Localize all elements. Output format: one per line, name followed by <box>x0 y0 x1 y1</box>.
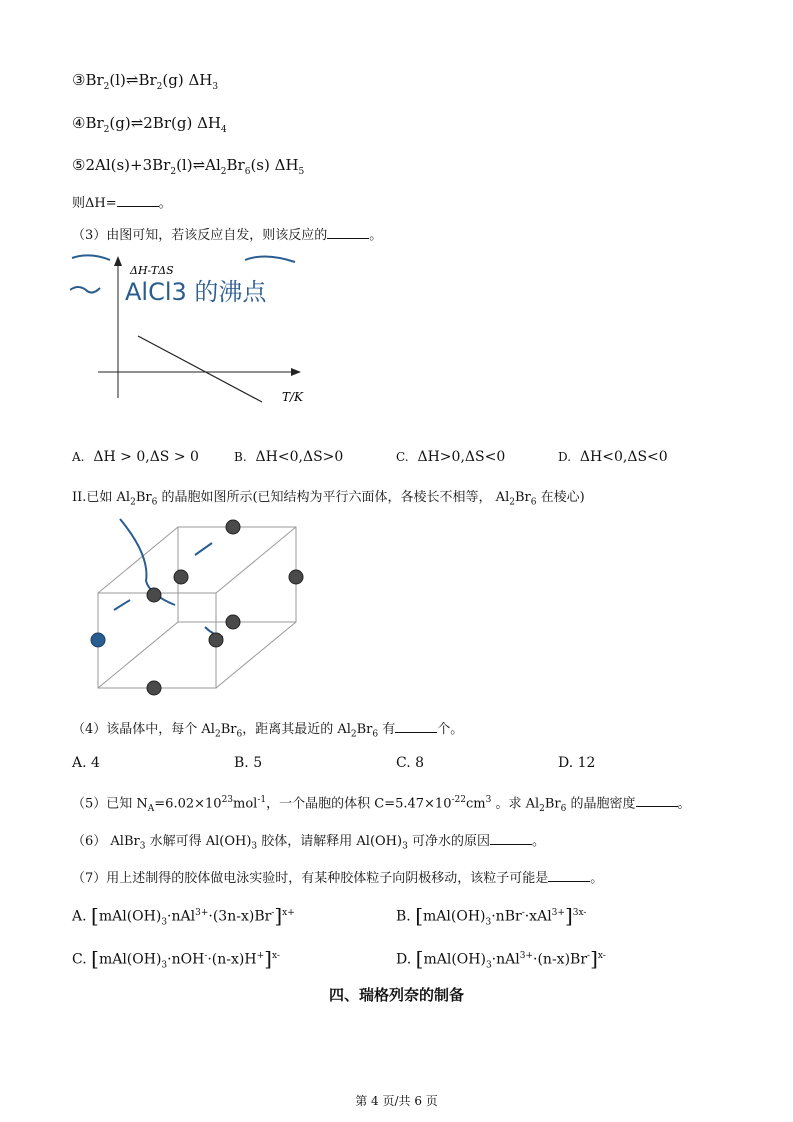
question-3: （3）由图可知，若该反应自发，则该反应的 。 <box>72 224 382 246</box>
part-2-intro: II.已如 $Al_2Br_6$ 的晶胞如图所示(已知结构为平行六面体，各棱长不相等， $Al_2Br_6$ 在棱心) <box>72 490 585 508</box>
atom <box>226 520 240 534</box>
equation-4: $④Br_2(g)\rightleftharpoons 2Br(g)$ $\Delta H_4$ <box>72 114 227 135</box>
atom <box>226 615 240 629</box>
question-5: （5）已知 $N_A=6.02\times 10^{23}mol^{-1}$，一个晶胞的体积 $C=5.47\times 10^{-22}cm^3$ 。求 $Al_2Br_6$ 的晶胞密度 。 <box>72 790 691 819</box>
answer-blank[interactable] <box>548 867 590 882</box>
graph-y-label: ΔH-TΔS <box>130 264 174 277</box>
delta-g-vs-t-graph <box>70 248 320 408</box>
atom <box>91 633 105 647</box>
graph-x-label: T/K <box>282 390 304 404</box>
delta-h-question: 则ΔH= 。 <box>72 192 172 214</box>
question-6: （6） AlBr$_3$ 水解可得 $Al(OH)_3$ 胶体，请解释用 $Al(OH)_3$ 可净水的原因 。 <box>72 830 545 857</box>
answer-blank[interactable] <box>327 224 369 239</box>
section-title: 四、瑞格列奈的制备 <box>328 986 464 1004</box>
atom <box>174 570 188 584</box>
atom <box>289 570 303 584</box>
answer-blank[interactable] <box>490 830 532 845</box>
q7-option-b[interactable]: B. $[mAl(OH)_3\cdot nBr^-\cdot xAl^{3+}]^{3x-}$ <box>396 903 587 928</box>
atom <box>209 633 223 647</box>
answer-blank[interactable] <box>117 192 159 207</box>
q4-option-a[interactable]: A. 4 <box>72 755 100 771</box>
q4-option-d[interactable]: D. 12 <box>558 755 596 771</box>
q4-option-b[interactable]: B. 5 <box>234 755 263 771</box>
q7-option-c[interactable]: C. $[mAl(OH)_3\cdot nOH^-\cdot(n-x)H^+]^{x-}$ <box>72 946 280 971</box>
q3-option-d[interactable]: D. ΔH<0,ΔS<0 <box>558 449 668 465</box>
q4-option-c[interactable]: C. 8 <box>396 755 425 771</box>
question-7: （7）用上述制得的胶体做电泳实验时，有某种胶体粒子向阴极移动，该粒子可能是 。 <box>72 867 603 889</box>
question-4: （4）该晶体中，每个 $Al_2Br_6$，距离其最近的 $Al_2Br_6$ 有 个。 <box>72 718 463 745</box>
unit-cell-diagram <box>80 515 310 700</box>
equation-3: $③Br_2(l)\rightleftharpoons Br_2(g)$ $\Delta H_3$ <box>72 71 219 92</box>
page-footer: 第 4 页/共 6 页 <box>355 1094 438 1108</box>
q3-option-c[interactable]: C. ΔH>0,ΔS<0 <box>396 449 506 465</box>
answer-blank[interactable] <box>636 792 678 807</box>
q7-option-d[interactable]: D. $[mAl(OH)_3\cdot nAl^{3+}\cdot(n-x)Br^-]^{x-}$ <box>396 946 606 971</box>
atom <box>147 681 161 695</box>
q7-option-a[interactable]: A. $[mAl(OH)_3\cdot nAl^{3+}\cdot(3n-x)Br^-]^{x+}$ <box>72 903 295 928</box>
equation-5: $⑤2Al(s)+3Br_2(l)\rightleftharpoons Al_2Br_6(s)$ $\Delta H_5$ <box>72 156 305 177</box>
answer-blank[interactable] <box>395 718 437 733</box>
handwritten-note: AlCl3 的沸点 <box>125 278 267 306</box>
atom <box>147 588 161 602</box>
q3-option-b[interactable]: B. ΔH<0,ΔS>0 <box>234 449 344 465</box>
q3-option-a[interactable]: A. ΔH > 0,ΔS > 0 <box>72 449 199 465</box>
